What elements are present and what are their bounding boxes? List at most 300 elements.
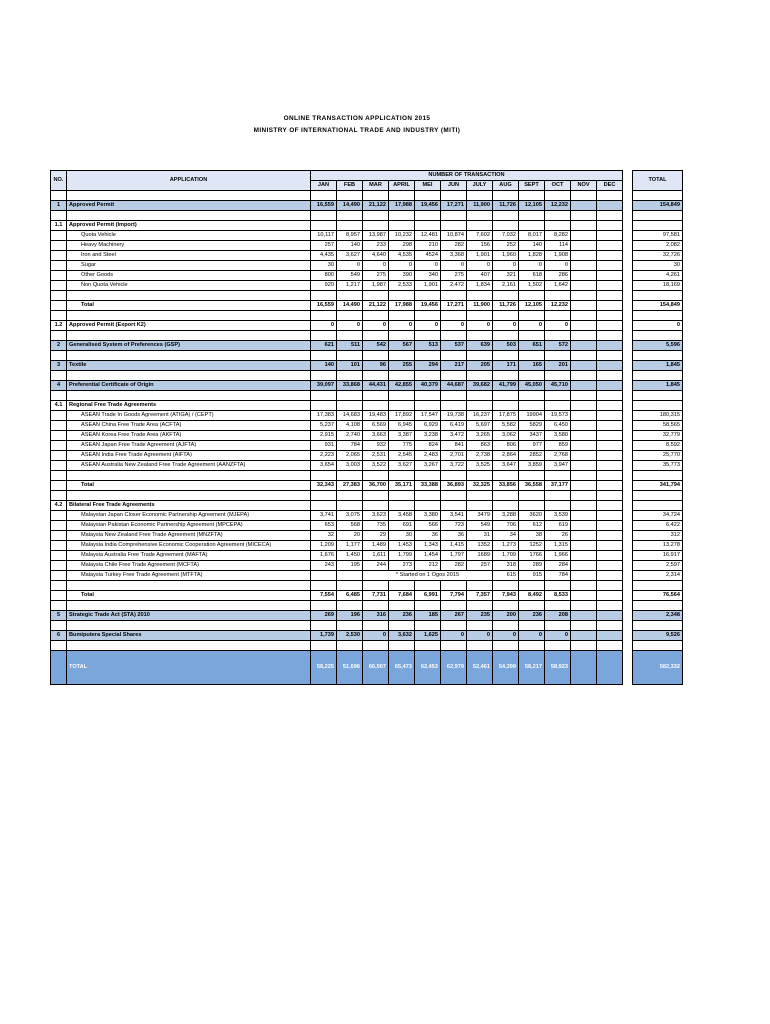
cell-month xyxy=(467,391,493,401)
cell-month: 1,901 xyxy=(467,251,493,261)
cell-month: 3437 xyxy=(519,431,545,441)
cell-month: 1,209 xyxy=(311,541,337,551)
cell-no xyxy=(51,391,67,401)
cell-month: 859 xyxy=(545,441,571,451)
cell-month: 31 xyxy=(467,531,493,541)
cell-month xyxy=(337,391,363,401)
cell-application: Textile xyxy=(67,361,311,371)
cell-month: 19904 xyxy=(519,411,545,421)
cell-month: 621 xyxy=(311,341,337,351)
table-row xyxy=(51,531,683,541)
cell-no xyxy=(51,621,67,631)
cell-month xyxy=(597,351,623,361)
cell-month xyxy=(571,221,597,231)
cell-month xyxy=(441,291,467,301)
cell-month xyxy=(571,551,597,561)
cell-month xyxy=(571,581,597,591)
cell-application: Bilateral Free Trade Agreements xyxy=(67,501,311,511)
cell-month xyxy=(597,491,623,501)
cell-month: 44,687 xyxy=(441,381,467,391)
cell-month xyxy=(415,351,441,361)
cell-no: 4 xyxy=(51,381,67,391)
category-row xyxy=(51,341,683,351)
gap-cell xyxy=(623,621,633,631)
subtotal-row xyxy=(51,301,683,311)
cell-month: 6,450 xyxy=(545,421,571,431)
cell-month xyxy=(311,391,337,401)
cell-month: 35,171 xyxy=(389,481,415,491)
cell-month: 10,874 xyxy=(441,231,467,241)
cell-month: 17,383 xyxy=(311,411,337,421)
cell-month: 1,908 xyxy=(545,251,571,261)
header-application: APPLICATION xyxy=(67,171,311,191)
gap-cell xyxy=(623,461,633,471)
cell-application xyxy=(67,351,311,361)
cell-month xyxy=(363,351,389,361)
cell-month xyxy=(493,491,519,501)
cell-month: 65,473 xyxy=(389,651,415,685)
cell-month: 6,991 xyxy=(415,591,441,601)
cell-month xyxy=(597,521,623,531)
cell-month xyxy=(415,621,441,631)
cell-month: 11,726 xyxy=(493,201,519,211)
cell-application xyxy=(67,601,311,611)
cell-month: 1,453 xyxy=(389,541,415,551)
cell-month xyxy=(337,191,363,201)
cell-month: 32 xyxy=(311,531,337,541)
cell-month xyxy=(493,311,519,321)
cell-month xyxy=(597,431,623,441)
cell-month xyxy=(337,491,363,501)
spacer-row xyxy=(51,641,683,651)
cell-month xyxy=(311,311,337,321)
cell-no xyxy=(51,421,67,431)
cell-month: 3,541 xyxy=(441,511,467,521)
cell-month xyxy=(571,271,597,281)
cell-month xyxy=(571,531,597,541)
cell-month: 244 xyxy=(363,561,389,571)
cell-no xyxy=(51,251,67,261)
spacer-row xyxy=(51,351,683,361)
cell-month: 3,663 xyxy=(363,431,389,441)
gap-cell xyxy=(623,201,633,211)
cell-month: 1,966 xyxy=(545,551,571,561)
cell-month xyxy=(441,501,467,511)
cell-month: 26 xyxy=(545,531,571,541)
cell-month: 977 xyxy=(519,441,545,451)
cell-month: 651 xyxy=(519,341,545,351)
cell-total: 154,849 xyxy=(633,301,683,311)
cell-month: 2,701 xyxy=(441,451,467,461)
cell-month: 0 xyxy=(389,261,415,271)
category-row xyxy=(51,201,683,211)
cell-month: 4,535 xyxy=(389,251,415,261)
cell-month xyxy=(415,371,441,381)
cell-month xyxy=(571,541,597,551)
cell-month xyxy=(467,371,493,381)
cell-month: 3,580 xyxy=(545,431,571,441)
gap-cell xyxy=(623,571,633,581)
cell-month xyxy=(415,191,441,201)
cell-month: 7,554 xyxy=(311,591,337,601)
cell-month: 4,640 xyxy=(363,251,389,261)
cell-month: 7,731 xyxy=(363,591,389,601)
cell-total: 32,779 xyxy=(633,431,683,441)
month-header-sept: SEPT xyxy=(519,181,545,191)
cell-month xyxy=(389,501,415,511)
cell-application: Malaysia Turkey Free Trade Agreement (MTFTA) xyxy=(67,571,311,581)
cell-month: 0 xyxy=(545,321,571,331)
cell-month xyxy=(467,291,493,301)
cell-month: 40,379 xyxy=(415,381,441,391)
cell-month xyxy=(571,401,597,411)
cell-month: 45,050 xyxy=(519,381,545,391)
cell-month: 5,697 xyxy=(467,421,493,431)
cell-month: 236 xyxy=(389,611,415,621)
cell-total: 1,845 xyxy=(633,361,683,371)
cell-total: 0 xyxy=(633,321,683,331)
cell-total: 180,315 xyxy=(633,411,683,421)
cell-month: 36,700 xyxy=(363,481,389,491)
cell-month xyxy=(311,601,337,611)
cell-no: 1.1 xyxy=(51,221,67,231)
cell-month: 21,122 xyxy=(363,301,389,311)
cell-month: 619 xyxy=(545,521,571,531)
gap-cell xyxy=(623,301,633,311)
cell-application: ASEAN Korea Free Trade Area (AKFTA) xyxy=(67,431,311,441)
cell-month: 6,419 xyxy=(441,421,467,431)
cell-month: 3479 xyxy=(467,511,493,521)
report-subtitle: MINISTRY OF INTERNATIONAL TRADE AND INDUSTRY (MITI) xyxy=(253,127,461,134)
cell-month xyxy=(597,411,623,421)
cell-total: 582,332 xyxy=(633,651,683,685)
cell-month: 44,431 xyxy=(363,381,389,391)
cell-month: 1,834 xyxy=(467,281,493,291)
cell-month xyxy=(467,191,493,201)
gap-cell xyxy=(623,511,633,521)
cell-month xyxy=(545,601,571,611)
cell-month: 3,632 xyxy=(389,631,415,641)
cell-month: 54,399 xyxy=(493,651,519,685)
gap-cell xyxy=(623,431,633,441)
gap-cell xyxy=(623,381,633,391)
cell-month xyxy=(415,391,441,401)
cell-month xyxy=(493,601,519,611)
cell-month: 639 xyxy=(467,341,493,351)
cell-month: 7,794 xyxy=(441,591,467,601)
cell-application: Heavy Machinery xyxy=(67,241,311,251)
cell-month: 340 xyxy=(415,271,441,281)
cell-month: 36 xyxy=(415,531,441,541)
cell-month: 17,271 xyxy=(441,201,467,211)
month-header-april: APRIL xyxy=(389,181,415,191)
cell-month: 39,097 xyxy=(311,381,337,391)
cell-application: ASEAN Japan Free Trade Agreement (AJFTA) xyxy=(67,441,311,451)
cell-month xyxy=(389,211,415,221)
cell-month: 0 xyxy=(545,631,571,641)
cell-month: 806 xyxy=(493,441,519,451)
cell-month xyxy=(415,471,441,481)
cell-month xyxy=(363,641,389,651)
cell-month: 7,602 xyxy=(467,231,493,241)
cell-month xyxy=(337,311,363,321)
cell-month xyxy=(337,621,363,631)
table-row xyxy=(51,271,683,281)
cell-month: 19,573 xyxy=(545,411,571,421)
cell-month xyxy=(545,371,571,381)
cell-month: 1,642 xyxy=(545,281,571,291)
cell-month: 691 xyxy=(389,521,415,531)
cell-month: 3,458 xyxy=(389,511,415,521)
gap-cell xyxy=(623,601,633,611)
cell-application xyxy=(67,581,311,591)
cell-total xyxy=(633,391,683,401)
cell-month xyxy=(571,301,597,311)
cell-month: 140 xyxy=(337,241,363,251)
cell-month xyxy=(571,311,597,321)
cell-month: 286 xyxy=(545,271,571,281)
cell-month: 58,217 xyxy=(519,651,545,685)
cell-month: 5,237 xyxy=(311,421,337,431)
cell-application: Malaysia New Zealand Free Trade Agreement (MNZFTA) xyxy=(67,531,311,541)
cell-no xyxy=(51,451,67,461)
cell-month: 1,709 xyxy=(493,551,519,561)
cell-month xyxy=(571,451,597,461)
cell-month xyxy=(337,291,363,301)
subtotal-row xyxy=(51,481,683,491)
table-row xyxy=(51,541,683,551)
cell-month: 33,856 xyxy=(493,481,519,491)
cell-no: 2 xyxy=(51,341,67,351)
cell-month: 36 xyxy=(441,531,467,541)
cell-month: 16,559 xyxy=(311,201,337,211)
cell-month: 612 xyxy=(519,521,545,531)
cell-month xyxy=(545,291,571,301)
cell-application xyxy=(67,371,311,381)
cell-month xyxy=(467,641,493,651)
cell-month: 12,105 xyxy=(519,301,545,311)
cell-month xyxy=(415,401,441,411)
cell-month: 615 xyxy=(493,571,519,581)
cell-total: 13,278 xyxy=(633,541,683,551)
cell-month: 140 xyxy=(311,361,337,371)
cell-month: 407 xyxy=(467,271,493,281)
cell-month: 14,490 xyxy=(337,201,363,211)
cell-month: 318 xyxy=(493,561,519,571)
spacer-row xyxy=(51,491,683,501)
cell-month: 537 xyxy=(441,341,467,351)
cell-application: Sugar xyxy=(67,261,311,271)
cell-month: 30 xyxy=(311,261,337,271)
cell-month xyxy=(571,281,597,291)
cell-month xyxy=(415,291,441,301)
cell-month: 390 xyxy=(389,271,415,281)
spacer-row xyxy=(51,621,683,631)
cell-month xyxy=(519,501,545,511)
gap-cell xyxy=(623,251,633,261)
cell-month xyxy=(363,581,389,591)
cell-month xyxy=(493,191,519,201)
cell-month xyxy=(493,221,519,231)
cell-no xyxy=(51,371,67,381)
cell-month: 96 xyxy=(363,361,389,371)
cell-month xyxy=(545,621,571,631)
cell-month xyxy=(311,621,337,631)
cell-month xyxy=(311,351,337,361)
spacer-row xyxy=(51,291,683,301)
cell-month xyxy=(389,221,415,231)
cell-total: 25,770 xyxy=(633,451,683,461)
cell-month xyxy=(311,571,337,581)
cell-month xyxy=(311,581,337,591)
cell-month: 29 xyxy=(363,531,389,541)
cell-application xyxy=(67,291,311,301)
month-header-july: JULY xyxy=(467,181,493,191)
cell-total: 2,348 xyxy=(633,611,683,621)
cell-month xyxy=(441,191,467,201)
cell-month xyxy=(441,331,467,341)
cell-month: 236 xyxy=(519,611,545,621)
cell-month xyxy=(597,611,623,621)
month-header-nov: NOV xyxy=(571,181,597,191)
cell-total: 97,581 xyxy=(633,231,683,241)
cell-month xyxy=(519,621,545,631)
gap-cell xyxy=(623,391,633,401)
cell-month: 0 xyxy=(441,261,467,271)
month-header-jan: JAN xyxy=(311,181,337,191)
cell-month xyxy=(571,641,597,651)
cell-month xyxy=(545,331,571,341)
table-body xyxy=(51,171,683,685)
cell-month xyxy=(493,371,519,381)
cell-month: 21,122 xyxy=(363,201,389,211)
cell-month: 11,900 xyxy=(467,301,493,311)
cell-month xyxy=(467,351,493,361)
cell-month xyxy=(597,391,623,401)
cell-month xyxy=(337,371,363,381)
cell-month xyxy=(441,401,467,411)
cell-no xyxy=(51,641,67,651)
cell-month xyxy=(493,351,519,361)
cell-month: 3,627 xyxy=(337,251,363,261)
cell-month: 0 xyxy=(493,261,519,271)
cell-month: 171 xyxy=(493,361,519,371)
cell-month xyxy=(571,351,597,361)
cell-month xyxy=(389,351,415,361)
cell-month: 1,625 xyxy=(415,631,441,641)
cell-month: 30 xyxy=(389,531,415,541)
cell-total: 76,564 xyxy=(633,591,683,601)
gap-cell xyxy=(623,321,633,331)
cell-month xyxy=(571,601,597,611)
cell-month xyxy=(389,191,415,201)
gap-cell xyxy=(623,591,633,601)
table-row xyxy=(51,231,683,241)
cell-month: 12,232 xyxy=(545,301,571,311)
cell-month: 235 xyxy=(467,611,493,621)
section-row xyxy=(51,501,683,511)
cell-month xyxy=(337,221,363,231)
cell-month: 6,929 xyxy=(415,421,441,431)
cell-month: 11,726 xyxy=(493,301,519,311)
cell-application xyxy=(67,641,311,651)
cell-month xyxy=(389,291,415,301)
cell-month xyxy=(571,481,597,491)
cell-total: 5,596 xyxy=(633,341,683,351)
cell-month xyxy=(545,581,571,591)
cell-application: ASEAN India Free Trade Agreement (AIFTA) xyxy=(67,451,311,461)
cell-total xyxy=(633,401,683,411)
cell-no xyxy=(51,241,67,251)
cell-month: 210 xyxy=(415,241,441,251)
cell-total: 4,261 xyxy=(633,271,683,281)
cell-month xyxy=(441,351,467,361)
cell-month: 931 xyxy=(311,441,337,451)
cell-total: 30 xyxy=(633,261,683,271)
cell-month: 316 xyxy=(363,611,389,621)
cell-month: 3,647 xyxy=(493,461,519,471)
cell-month: 2,915 xyxy=(311,431,337,441)
cell-total xyxy=(633,471,683,481)
cell-month xyxy=(467,401,493,411)
cell-total xyxy=(633,621,683,631)
cell-month: 298 xyxy=(389,241,415,251)
cell-total: 16,917 xyxy=(633,551,683,561)
table-row xyxy=(51,451,683,461)
cell-month: 20 xyxy=(337,531,363,541)
cell-no xyxy=(51,511,67,521)
gap-cell xyxy=(623,241,633,251)
cell-month: 1,739 xyxy=(311,631,337,641)
cell-month: 1,828 xyxy=(519,251,545,261)
cell-month: 269 xyxy=(311,611,337,621)
gap-cell xyxy=(623,221,633,231)
gap-cell xyxy=(623,401,633,411)
cell-month: 42,855 xyxy=(389,381,415,391)
cell-month: 706 xyxy=(493,521,519,531)
cell-month xyxy=(311,401,337,411)
cell-month xyxy=(519,211,545,221)
cell-no xyxy=(51,261,67,271)
cell-month: 3,267 xyxy=(415,461,441,471)
cell-month: 233 xyxy=(363,241,389,251)
cell-month xyxy=(597,441,623,451)
cell-no: 4.1 xyxy=(51,401,67,411)
cell-month: 32,325 xyxy=(467,481,493,491)
cell-month: 511 xyxy=(337,341,363,351)
month-header-oct: OCT xyxy=(545,181,571,191)
table-row xyxy=(51,251,683,261)
gap-cell xyxy=(623,501,633,511)
cell-month: 6,485 xyxy=(337,591,363,601)
cell-application: Non Quota Vehicle xyxy=(67,281,311,291)
cell-month: 920 xyxy=(311,281,337,291)
cell-month: 252 xyxy=(493,241,519,251)
cell-total: 154,849 xyxy=(633,201,683,211)
cell-no: 5 xyxy=(51,611,67,621)
cell-month xyxy=(597,291,623,301)
cell-no: 1.2 xyxy=(51,321,67,331)
cell-month xyxy=(311,371,337,381)
cell-month: 3,265 xyxy=(467,431,493,441)
cell-month xyxy=(389,311,415,321)
cell-month xyxy=(415,211,441,221)
cell-month xyxy=(363,401,389,411)
cell-application: Approved Permit xyxy=(67,201,311,211)
cell-month: 36,558 xyxy=(519,481,545,491)
cell-month xyxy=(519,401,545,411)
cell-month xyxy=(571,431,597,441)
